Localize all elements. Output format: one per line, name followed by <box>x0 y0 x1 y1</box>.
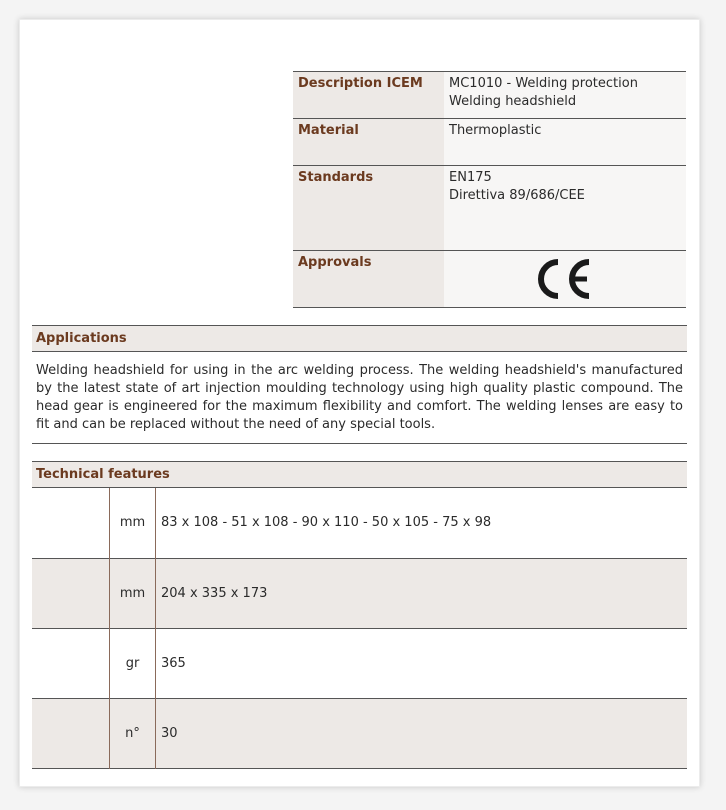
table-row <box>32 558 687 628</box>
approvals-label: Approvals <box>293 251 444 308</box>
feature-label <box>32 698 110 768</box>
table-row <box>32 698 687 768</box>
feature-label <box>32 558 110 628</box>
row-material <box>293 119 686 166</box>
feature-value: 30 <box>156 698 688 768</box>
material-line-1: Thermoplastic <box>449 123 542 138</box>
applications-heading: Applications <box>32 325 687 352</box>
feature-value: 83 x 108 - 51 x 108 - 90 x 110 - 50 x 105 - 75 x 98 <box>161 515 492 531</box>
applications-section <box>32 325 687 444</box>
feature-value: 204 x 335 x 173 <box>156 558 688 628</box>
description-line-1: MC1010 - Welding protection <box>449 76 638 91</box>
description-line-2: Welding headshield <box>449 94 577 109</box>
feature-unit: n° <box>110 698 156 768</box>
material-label: Material <box>293 119 444 166</box>
feature-label <box>32 628 110 698</box>
description-label: Description ICEM <box>293 72 444 119</box>
row-standards <box>293 166 686 251</box>
table-row <box>32 628 687 698</box>
standards-value <box>444 166 686 251</box>
row-approvals <box>293 251 686 308</box>
technical-table <box>32 488 687 769</box>
material-value <box>444 119 686 166</box>
standards-line-1: EN175 <box>449 170 492 185</box>
standards-label: Standards <box>293 166 444 251</box>
table-row <box>32 488 687 558</box>
feature-unit: mm <box>110 558 156 628</box>
applications-text: Welding headshield for using in the arc welding process. The welding headshield's manufactured by the latest state of art injection moulding technology using high quality plastic compound. The head gear is engineered for the maximum flexibility and comfort. The welding lenses are easy to fit and can be replaced without the need of any special tools. <box>32 352 687 444</box>
feature-label <box>32 488 110 558</box>
feature-unit: mm <box>110 488 156 558</box>
technical-heading: Technical features <box>32 461 687 488</box>
approvals-value <box>444 251 686 308</box>
ce-mark-icon <box>449 254 681 300</box>
description-table <box>293 71 686 308</box>
description-value <box>444 72 686 119</box>
product-sheet <box>19 19 700 787</box>
feature-unit: gr <box>110 628 156 698</box>
technical-section <box>32 461 687 769</box>
feature-value: 365 <box>161 655 186 671</box>
row-description <box>293 72 686 119</box>
standards-line-2: Direttiva 89/686/CEE <box>449 188 585 203</box>
